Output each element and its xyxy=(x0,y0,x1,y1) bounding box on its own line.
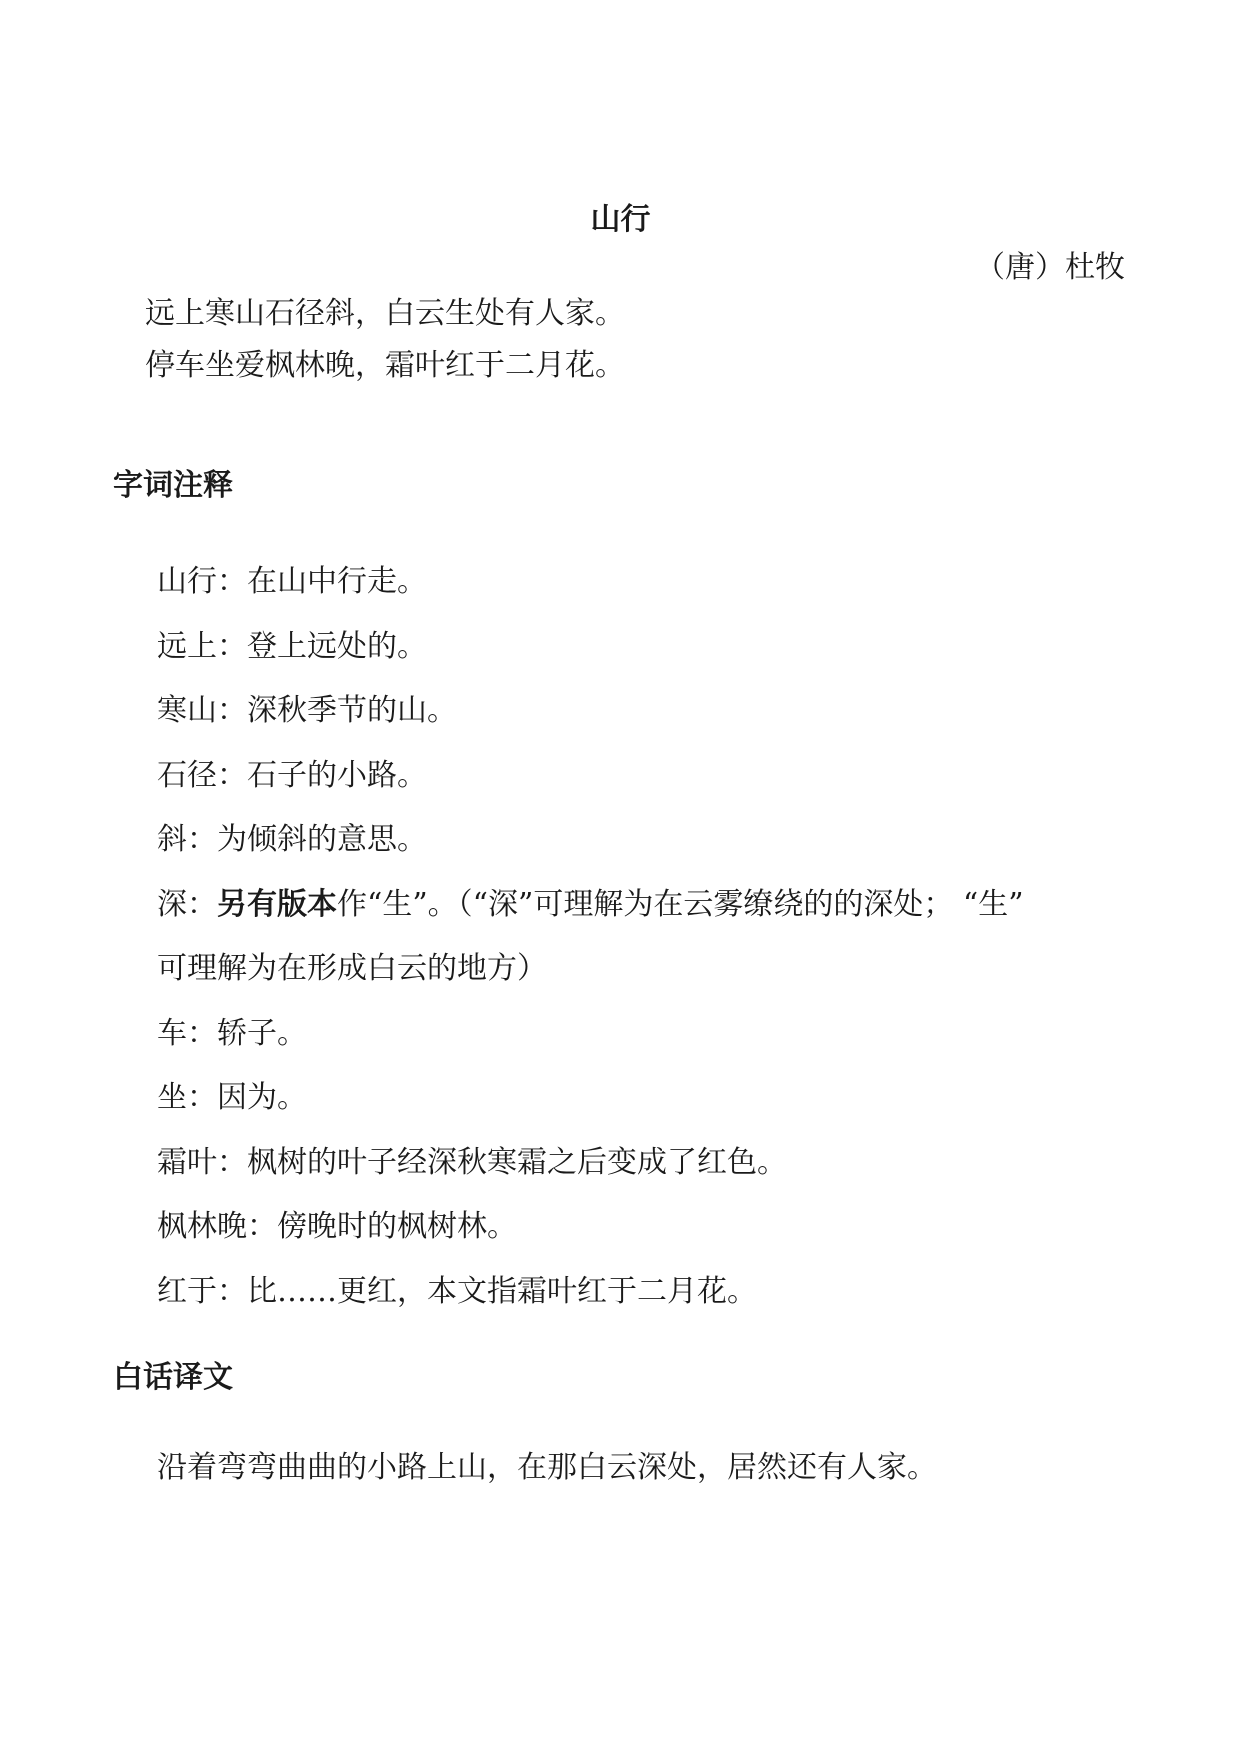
translation-heading: 白话译文 xyxy=(113,1360,233,1395)
annotation-item: 斜：为倾斜的意思。 xyxy=(157,822,427,857)
annotation-definition: 作“生”。（“深”可理解为在云雾缭绕的的深处； “生” xyxy=(337,886,1024,922)
poem-title: 山行 xyxy=(590,202,651,237)
annotation-item xyxy=(157,873,1117,938)
annotation-item: 坐：因为。 xyxy=(157,1080,307,1115)
annotation-item: 霜叶：枫树的叶子经深秋寒霜之后变成了红色。 xyxy=(157,1144,787,1180)
translation-text: 沿着弯弯曲曲的小路上山，在那白云深处，居然还有人家。 xyxy=(157,1450,937,1485)
annotation-item: 车：轿子。 xyxy=(157,1015,307,1051)
poem-author: （唐）杜牧 xyxy=(975,250,1125,285)
annotations-list xyxy=(157,550,1117,1324)
annotation-item: 可理解为在形成白云的地方） xyxy=(157,951,547,986)
poem-body xyxy=(145,288,1045,392)
annotation-item: 山行：在山中行走。 xyxy=(157,564,427,599)
poem-line: 远上寒山石径斜，白云生处有人家。 xyxy=(145,296,625,331)
annotation-item: 红于：比……更红，本文指霜叶红于二月花。 xyxy=(157,1273,757,1309)
annotations-heading: 字词注释 xyxy=(113,468,233,503)
annotation-item: 枫林晚：傍晚时的枫树林。 xyxy=(157,1209,517,1244)
annotation-item: 寒山：深秋季节的山。 xyxy=(157,693,457,728)
poem-line: 停车坐爱枫林晚，霜叶红于二月花。 xyxy=(145,348,625,383)
annotation-item: 远上：登上远处的。 xyxy=(157,628,427,664)
annotation-item: 石径：石子的小路。 xyxy=(157,757,427,793)
annotation-emphasis: 另有版本 xyxy=(217,886,337,922)
annotation-term: 深： xyxy=(157,886,217,922)
